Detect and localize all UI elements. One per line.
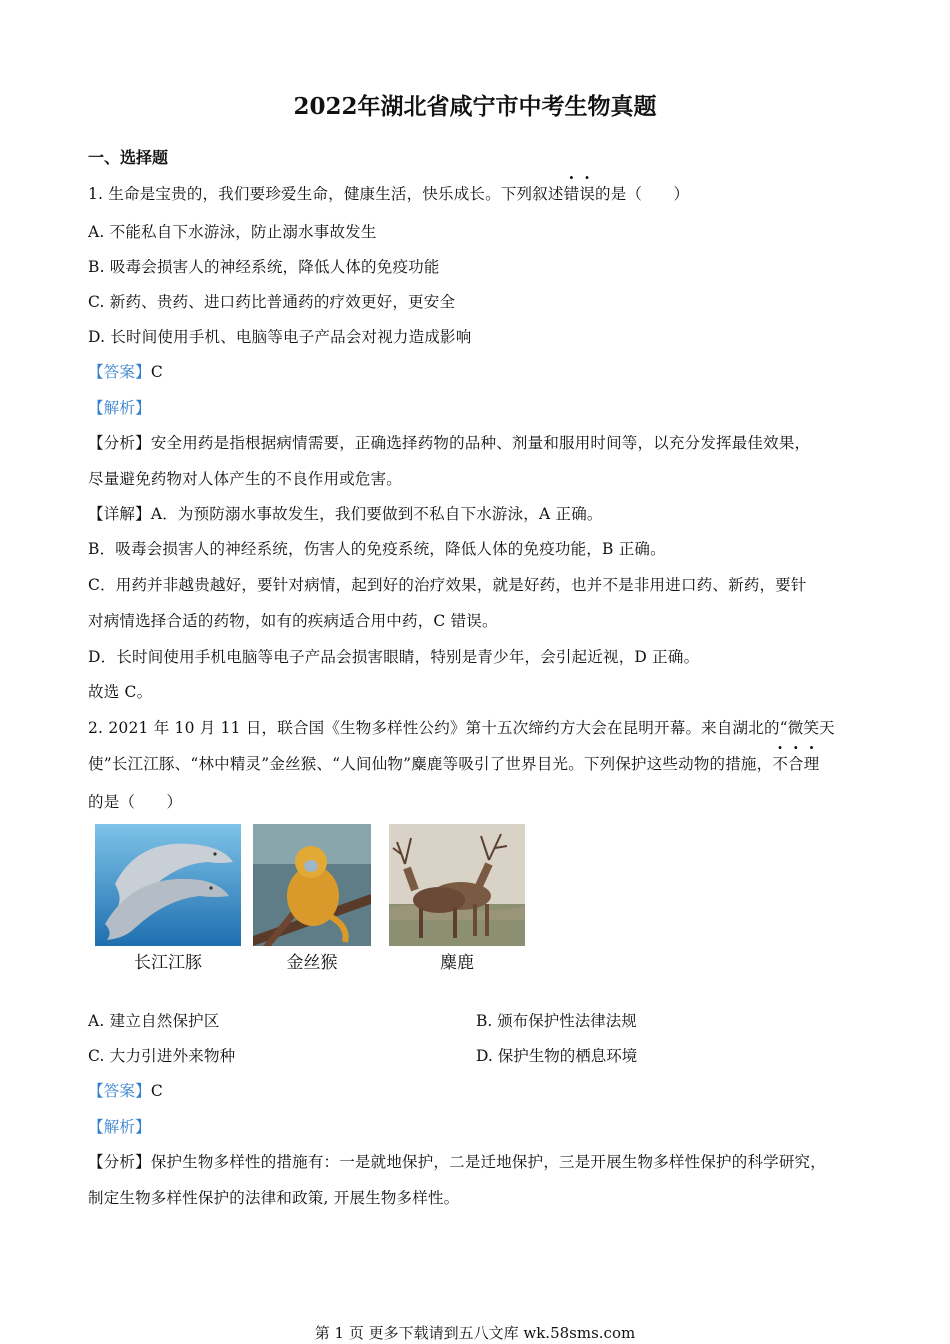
porpoise-image bbox=[95, 824, 241, 946]
golden-monkey-image bbox=[253, 824, 371, 946]
caption-golden-monkey: 金丝猴 bbox=[286, 953, 338, 973]
q2-answer: 【答案】C bbox=[88, 1082, 163, 1100]
answer-tag: 【答案】 bbox=[88, 1082, 151, 1100]
q2-analysis-tag: 【解析】 bbox=[88, 1118, 151, 1136]
q2-fenxi-cont: 制定生物多样性保护的法律和政策, 开展生物多样性。 bbox=[88, 1189, 460, 1207]
q1-detail-c: C．用药并非越贵越好，要针对病情，起到好的治疗效果，就是好药，也并不是非用进口药、新药，要针 bbox=[88, 576, 807, 594]
q2-stem: 2. 2021 年 10 月 11 日，联合国《生物多样性公约》第十五次缔约方大会在昆明开幕。来自湖北的“微笑天 bbox=[88, 719, 835, 737]
q2-fenxi: 【分析】保护生物多样性的措施有：一是就地保护，二是迁地保护，三是开展生物多样性保护的科学研究， bbox=[88, 1153, 826, 1171]
q1-detail-a: 【详解】A．为预防溺水事故发生，我们要做到不私自下水游泳，A 正确。 bbox=[88, 505, 603, 523]
answer-tag: 【答案】 bbox=[88, 363, 151, 381]
q2-option-a: A. 建立自然保护区 bbox=[88, 1012, 220, 1030]
deer-image bbox=[389, 824, 525, 946]
q1-option-c: C. 新药、贵药、进口药比普通药的疗效更好，更安全 bbox=[88, 293, 456, 311]
q1-detail-b: B．吸毒会损害人的神经系统，伤害人的免疫系统，降低人体的免疫功能，B 正确。 bbox=[88, 540, 666, 558]
q1-fenxi-cont: 尽量避免药物对人体产生的不良作用或危害。 bbox=[88, 470, 403, 488]
animals-figure bbox=[95, 822, 535, 977]
caption-porpoise: 长江江豚 bbox=[134, 953, 202, 973]
q2-stem-end: 的是（ ） bbox=[88, 793, 183, 811]
q2-stem-cont: 使”长江江豚、“林中精灵”金丝猴、“人间仙物”麋鹿等吸引了世界目光。下列保护这些动物的措施，不合理 bbox=[88, 752, 819, 774]
q1-detail-c-cont: 对病情选择合适的药物，如有的疾病适合用中药，C 错误。 bbox=[88, 612, 498, 630]
q1-answer: 【答案】C bbox=[88, 363, 163, 381]
q2-option-b: B. 颁布保护性法律法规 bbox=[476, 1012, 637, 1030]
emphasis-dot: 合 bbox=[788, 755, 804, 773]
section-heading: 一、选择题 bbox=[88, 148, 169, 167]
q1-option-b: B. 吸毒会损害人的神经系统，降低人体的免疫功能 bbox=[88, 258, 440, 276]
q1-option-a: A. 不能私自下水游泳，防止溺水事故发生 bbox=[88, 223, 377, 241]
page-footer: 第 1 页 更多下载请到五八文库 wk.58sms.com bbox=[314, 1324, 636, 1342]
q1-detail-d: D．长时间使用手机电脑等电子产品会损害眼睛，特别是青少年，会引起近视，D 正确。 bbox=[88, 648, 700, 666]
caption-deer: 麋鹿 bbox=[440, 953, 474, 973]
q1-option-d: D. 长时间使用手机、电脑等电子产品会对视力造成影响 bbox=[88, 328, 472, 346]
q1-conclusion: 故选 C。 bbox=[88, 683, 153, 701]
emphasis-dot: 错 bbox=[563, 185, 580, 203]
page-title: 2022年湖北省咸宁市中考生物真题 bbox=[293, 93, 657, 120]
emphasis-dot: 误 bbox=[579, 185, 596, 203]
q1-fenxi: 【分析】安全用药是指根据病情需要，正确选择药物的品种、剂量和服用时间等，以充分发挥最佳效果， bbox=[88, 434, 811, 452]
q1-analysis-tag: 【解析】 bbox=[88, 399, 151, 417]
q2-option-d: D. 保护生物的栖息环境 bbox=[476, 1047, 638, 1065]
emphasis-dot: 理 bbox=[803, 755, 820, 773]
q2-option-c: C. 大力引进外来物种 bbox=[88, 1047, 236, 1065]
q1-stem: 1. 生命是宝贵的，我们要珍爱生命，健康生活，快乐成长。下列叙述错误的是（ ） bbox=[88, 182, 689, 204]
emphasis-dot: 不 bbox=[772, 755, 789, 773]
